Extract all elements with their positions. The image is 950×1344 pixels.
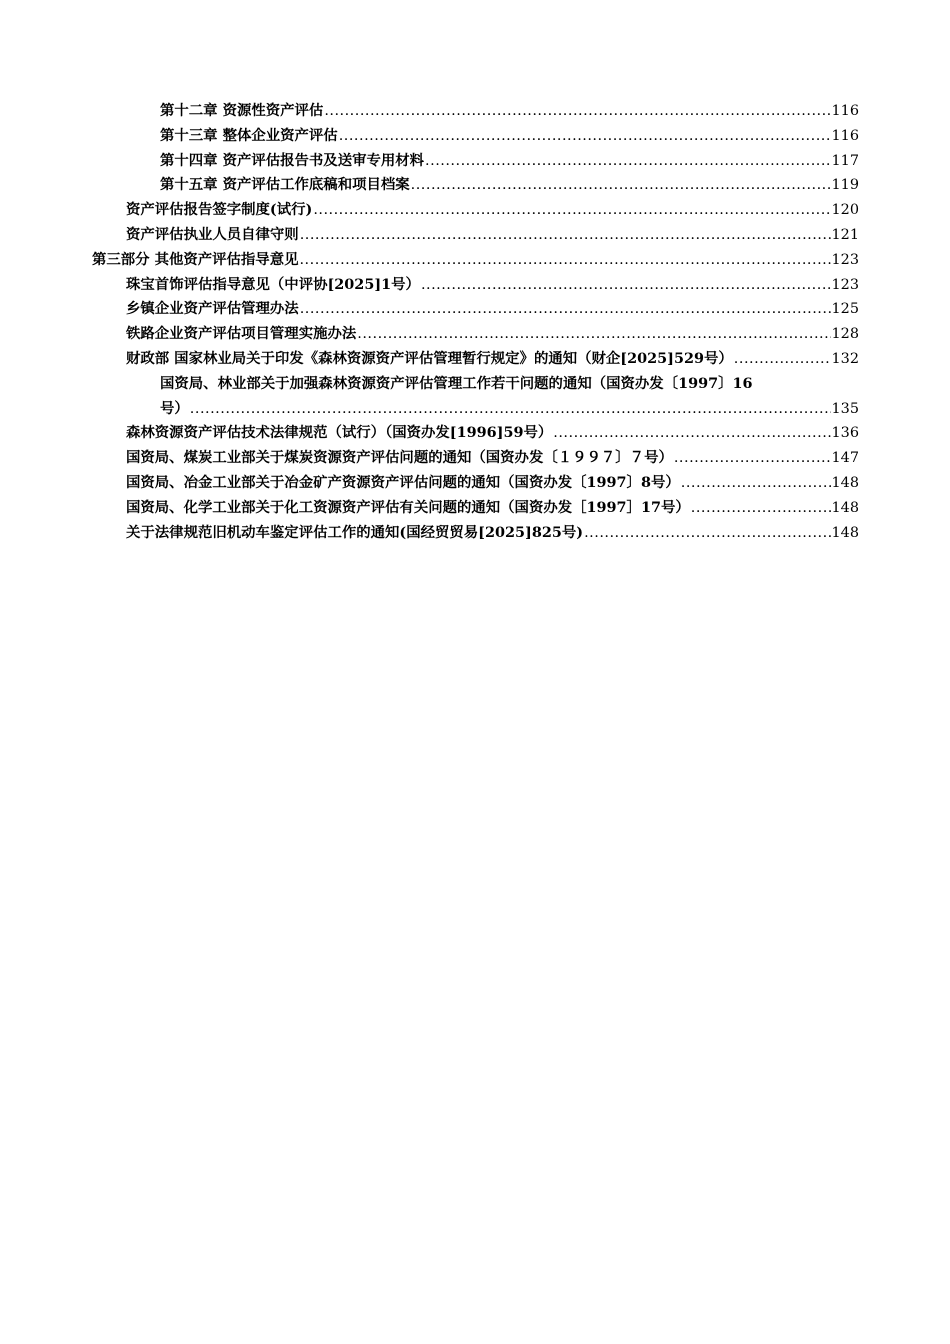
toc-leader-dots [681,471,831,496]
toc-leader-dots [421,273,831,298]
toc-leader-dots [691,496,831,521]
toc-entry-title: 财政部 国家林业局关于印发《森林资源资产评估管理暂行规定》的通知（财企[2025]529号） [126,349,733,367]
toc-entry-title: 珠宝首饰评估指导意见（中评协[2025]1号） [126,275,420,293]
toc-entry-page: 117 [831,152,859,169]
toc-entry-page: 123 [831,276,859,293]
toc-entry-page: 148 [831,499,859,516]
toc-entry-title-continued: 号） [160,399,189,417]
toc-entry-part-heading[interactable] [92,248,859,273]
toc-entry[interactable] [126,471,859,496]
toc-entry-title: 国资局、冶金工业部关于冶金矿产资源资产评估问题的通知（国资办发〔1997〕8号） [126,473,680,491]
toc-entry[interactable] [126,496,859,521]
toc-leader-dots [324,99,830,124]
toc-entry[interactable] [160,372,859,422]
toc-entry[interactable] [160,99,859,124]
toc-leader-dots [411,173,831,198]
toc-entry-title: 国资局、林业部关于加强森林资源资产评估管理工作若干问题的通知（国资办发〔1997〕16 [160,374,753,392]
toc-leader-dots [300,223,831,248]
toc-entry-page: 121 [831,226,859,243]
toc-leader-dots [734,347,831,372]
toc-leader-dots [190,397,831,422]
toc-leader-dots [584,521,830,546]
toc-leader-dots [313,198,830,223]
toc-entry-page: 136 [831,425,859,442]
toc-entry-title: 第十二章 资源性资产评估 [160,102,324,119]
toc-leader-dots [357,322,830,347]
toc-entry[interactable] [160,124,859,149]
toc-entry-title: 国资局、煤炭工业部关于煤炭资源资产评估问题的通知（国资办发〔１９９７〕７号） [126,449,673,467]
toc-entry[interactable] [126,273,859,298]
toc-entry-page: 125 [831,301,859,318]
toc-leader-dots [299,248,830,273]
table-of-contents [0,99,950,545]
toc-entry-title: 第十五章 资产评估工作底稿和项目档案 [160,176,410,194]
toc-entry[interactable] [126,198,859,223]
toc-entry[interactable] [126,322,859,347]
toc-entry-page: 120 [831,202,859,219]
toc-entry-page: 123 [831,251,859,268]
toc-entry-page: 147 [831,450,859,467]
toc-entry[interactable] [126,223,859,248]
toc-entry-title: 第三部分 其他资产评估指导意见 [92,250,299,268]
toc-entry-title: 第十四章 资产评估报告书及送审专用材料 [160,151,425,169]
toc-entry-page: 148 [831,524,859,541]
toc-entry-title: 关于法律规范旧机动车鉴定评估工作的通知(国经贸贸易[2025]825号) [126,523,584,541]
toc-entry[interactable] [126,347,859,372]
toc-entry-page: 135 [831,400,859,417]
toc-leader-dots [425,149,830,174]
toc-leader-dots [553,421,830,446]
toc-entry-page: 132 [831,350,859,367]
toc-entry[interactable] [126,297,859,322]
toc-entry-title: 森林资源资产评估技术法律规范（试行）（国资办发[1996]59号） [126,424,553,442]
toc-entry-title: 资产评估报告签字制度(试行) [126,201,313,219]
toc-entry-title: 国资局、化学工业部关于化工资源资产评估有关问题的通知（国资办发［1997］17号） [126,498,690,516]
toc-entry[interactable] [126,521,859,546]
toc-entry-page: 128 [831,326,859,343]
toc-entry[interactable] [160,149,859,174]
toc-entry[interactable] [126,446,859,471]
toc-entry[interactable] [126,421,859,446]
toc-entry-page: 119 [831,177,859,194]
toc-entry-title: 第十三章 整体企业资产评估 [160,126,338,144]
toc-entry-page: 148 [831,474,859,491]
toc-leader-dots [300,297,831,322]
toc-entry-page: 116 [831,103,859,119]
toc-entry-title: 乡镇企业资产评估管理办法 [126,300,299,318]
toc-entry-title: 铁路企业资产评估项目管理实施办法 [126,325,357,343]
toc-leader-dots [339,124,831,149]
toc-leader-dots [674,446,831,471]
toc-entry[interactable] [160,173,859,198]
toc-entry-page: 116 [831,127,859,144]
toc-entry-title: 资产评估执业人员自律守则 [126,225,299,243]
